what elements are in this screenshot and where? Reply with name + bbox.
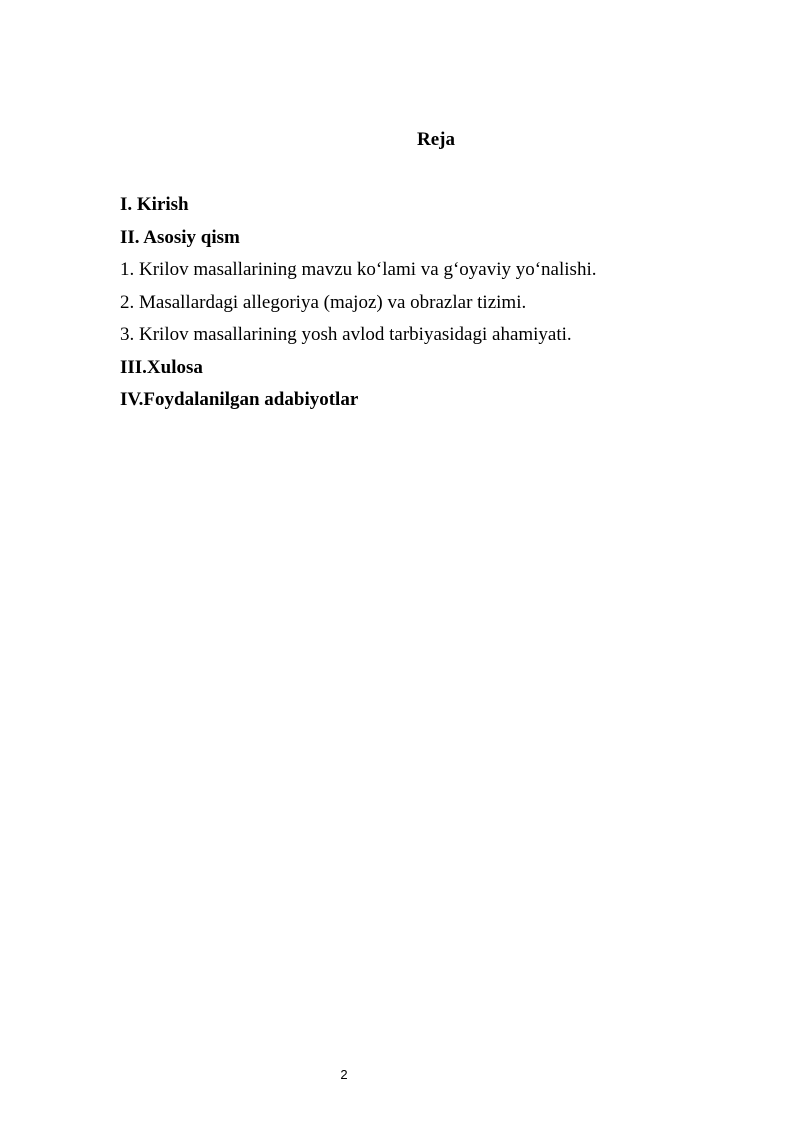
outline-item-subsection-1: 1. Krilov masallarining mavzu koʻlami va gʻoyaviy yoʻnalishi. <box>120 259 597 280</box>
outline-item-subsection-3: 3. Krilov masallarining yosh avlod tarbiyasidagi ahamiyati. <box>120 324 572 345</box>
plan-outline <box>120 193 596 421</box>
outline-item-conclusion: III.Xulosa <box>120 356 203 378</box>
outline-item-references: IV.Foydalanilgan adabiyotlar <box>120 389 359 410</box>
page-title: Reja <box>417 129 455 150</box>
outline-item-main-part: II. Asosiy qism <box>120 226 240 248</box>
outline-item-intro: I. Kirish <box>120 194 189 215</box>
page-number: 2 <box>340 1067 348 1082</box>
outline-item-subsection-2: 2. Masallardagi allegoriya (majoz) va obrazlar tizimi. <box>120 291 527 313</box>
